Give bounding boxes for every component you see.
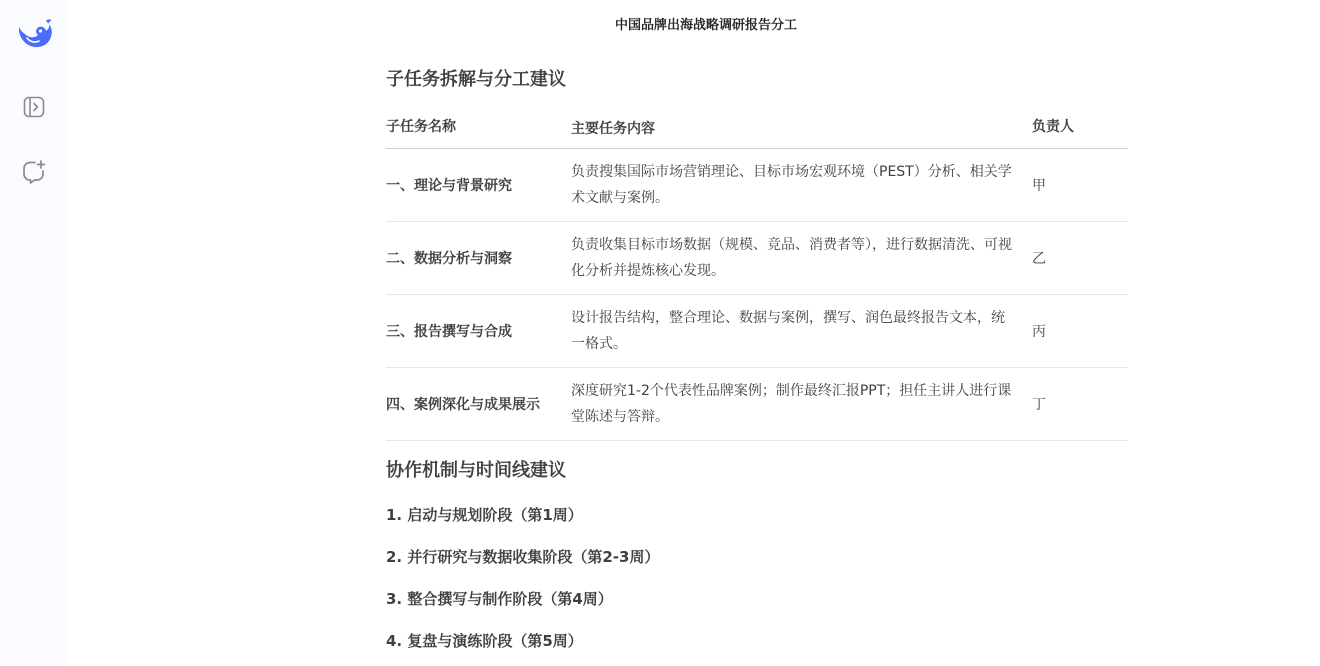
top-bar [68,0,1320,46]
task-name-cell: 三、报告撰写与合成 [386,295,571,368]
new-chat-icon[interactable] [18,156,50,188]
sidebar [0,0,68,666]
section-heading-tasks: 子任务拆解与分工建议 [386,69,566,90]
task-owner-cell: 乙 [1031,222,1128,295]
task-owner-cell: 甲 [1031,149,1128,222]
task-table [386,116,1128,441]
task-desc-cell: 设计报告结构，整合理论、数据与案例，撰写、润色最终报告文本，统一格式。 [571,295,1031,368]
phase-item: 1. 启动与规划阶段（第1周） [386,506,583,524]
column-header: 主要任务内容 [571,116,1031,149]
task-desc-cell: 负责搜集国际市场营销理论、目标市场宏观环境（PEST）分析、相关学术文献与案例。 [571,149,1031,222]
task-desc-cell: 深度研究1-2个代表性品牌案例；制作最终汇报PPT；担任主讲人进行课堂陈述与答辩。 [571,368,1031,441]
table-header-row [386,116,1128,149]
section-heading-collaboration: 协作机制与时间线建议 [386,460,566,481]
table-row [386,222,1128,295]
task-desc-cell: 负责收集目标市场数据（规模、竞品、消费者等），进行数据清洗、可视化分析并提炼核心发现。 [571,222,1031,295]
task-name-cell: 一、理论与背景研究 [386,149,571,222]
table-row [386,149,1128,222]
table-row [386,368,1128,441]
phase-item: 3. 整合撰写与制作阶段（第4周） [386,590,613,608]
task-name-cell: 二、数据分析与洞察 [386,222,571,295]
chat-title[interactable]: 中国品牌出海战略调研报告分工 [614,17,797,33]
task-owner-cell: 丙 [1031,295,1128,368]
task-name-cell: 四、案例深化与成果展示 [386,368,571,441]
sidebar-expand-icon[interactable] [18,91,50,123]
phase-item: 2. 并行研究与数据收集阶段（第2-3周） [386,548,660,566]
phase-item: 4. 复盘与演练阶段（第5周） [386,632,583,650]
whale-logo-icon[interactable] [16,17,54,51]
task-owner-cell: 丁 [1031,368,1128,441]
message-content [386,58,1128,652]
column-header: 负责人 [1031,116,1128,149]
column-header: 子任务名称 [386,116,571,149]
table-row [386,295,1128,368]
